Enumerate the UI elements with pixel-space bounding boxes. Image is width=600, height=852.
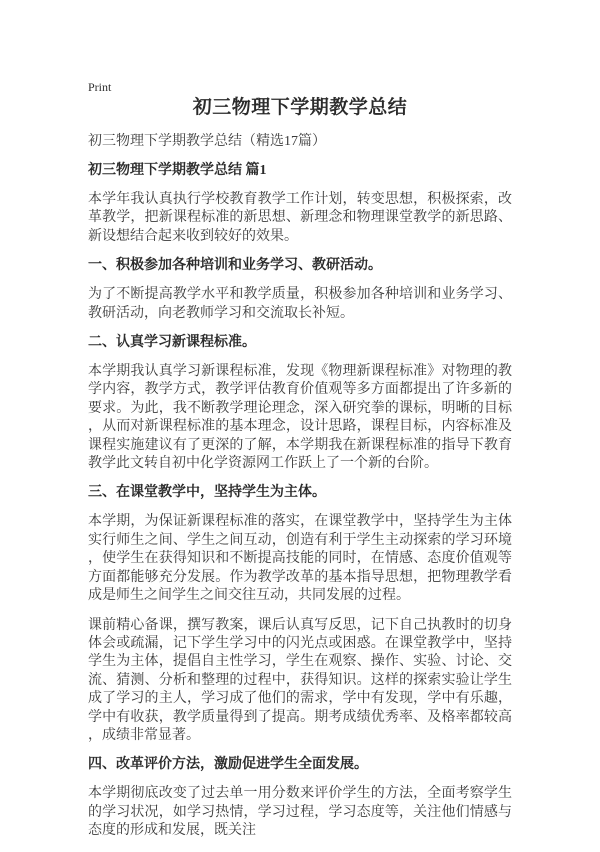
print-link[interactable]: Print: [88, 80, 112, 94]
paragraph-intro: 本学年我认真执行学校教育教学工作计划，转变思想，积极探索，改革教学，把新课程标准的新思想、新理念和物理课堂教学的新思路、新设想结合起来收到较好的效果。: [88, 192, 512, 244]
paragraph-section-4: 本学期彻底改变了过去单一用分数来评价学生的方法，全面考察学生的学习状况，如学习热情，学习过程，学习态度等，关注他们情感与态度的形成和发展，既关注: [88, 786, 512, 839]
paragraph-section-3a: 本学期，为保证新课程标准的落实，在课堂教学中，坚持学生为主体实行师生之间、学生之间互动，创造有利于学生主动探索的学习环境，使学生在获得知识和不断提高技能的同时，在情感、态度价值观等方面都能够充分发展。作为教学改革的基本指导思想，把物理教学看成是师生之间学生之间交往互动，共同发展的过程。: [88, 514, 512, 604]
paragraph-section-1: 为了不断提高教学水平和教学质量，积极参加各种培训和业务学习、教研活动，向老教师学习和交流取长补短。: [88, 287, 512, 321]
section-heading-1: 一、积极参加各种培训和业务学习、教研活动。: [88, 258, 382, 274]
paragraph-section-2: 本学期我认真学习新课程标准，发现《物理新课程标准》对物理的教学内容，教学方式，教学评估教育价值观等多方面都提出了许多新的要求。为此，我不断教学理论理念，深入研究拳的课标，明晰的目标，从而对新课程标准的基本理念，设计思路，课程目标，内容标准及课程实施建议有了更深的了解，本学期我在新课程标准的指导下教育教学此文转自初中化学资源网工作跃上了一个新的台阶。: [88, 364, 512, 472]
paragraph-section-3b: 课前精心备课，撰写教案，课后认真写反思，记下自己执教时的切身体会或疏漏，记下学生学习中的闪光点或困惑。在课堂教学中，坚持学生为主体，提倡自主性学习，学生在观察、操作、实验、讨论、交流、猜测、分析和整理的过程中，获得知识。这样的探索实验让学生成了学习的主人，学习成了他们的需求，学中有发现，学中有乐趣，学中有收获，教学质量得到了提高。期考成绩优秀率、及格率都较高，成绩非常显著。: [88, 617, 512, 743]
document-subtitle: 初三物理下学期教学总结（精选17篇）: [88, 134, 326, 149]
section-heading-4: 四、改革评价方法，激励促进学生全面发展。: [88, 757, 368, 773]
document-body: [88, 96, 512, 852]
page-title: 初三物理下学期教学总结: [192, 97, 408, 118]
section-heading-2: 二、认真学习新课程标准。: [88, 335, 256, 351]
article-heading-part1: 初三物理下学期教学总结 篇1: [88, 163, 267, 178]
section-heading-3: 三、在课堂教学中，坚持学生为主体。: [88, 485, 326, 501]
